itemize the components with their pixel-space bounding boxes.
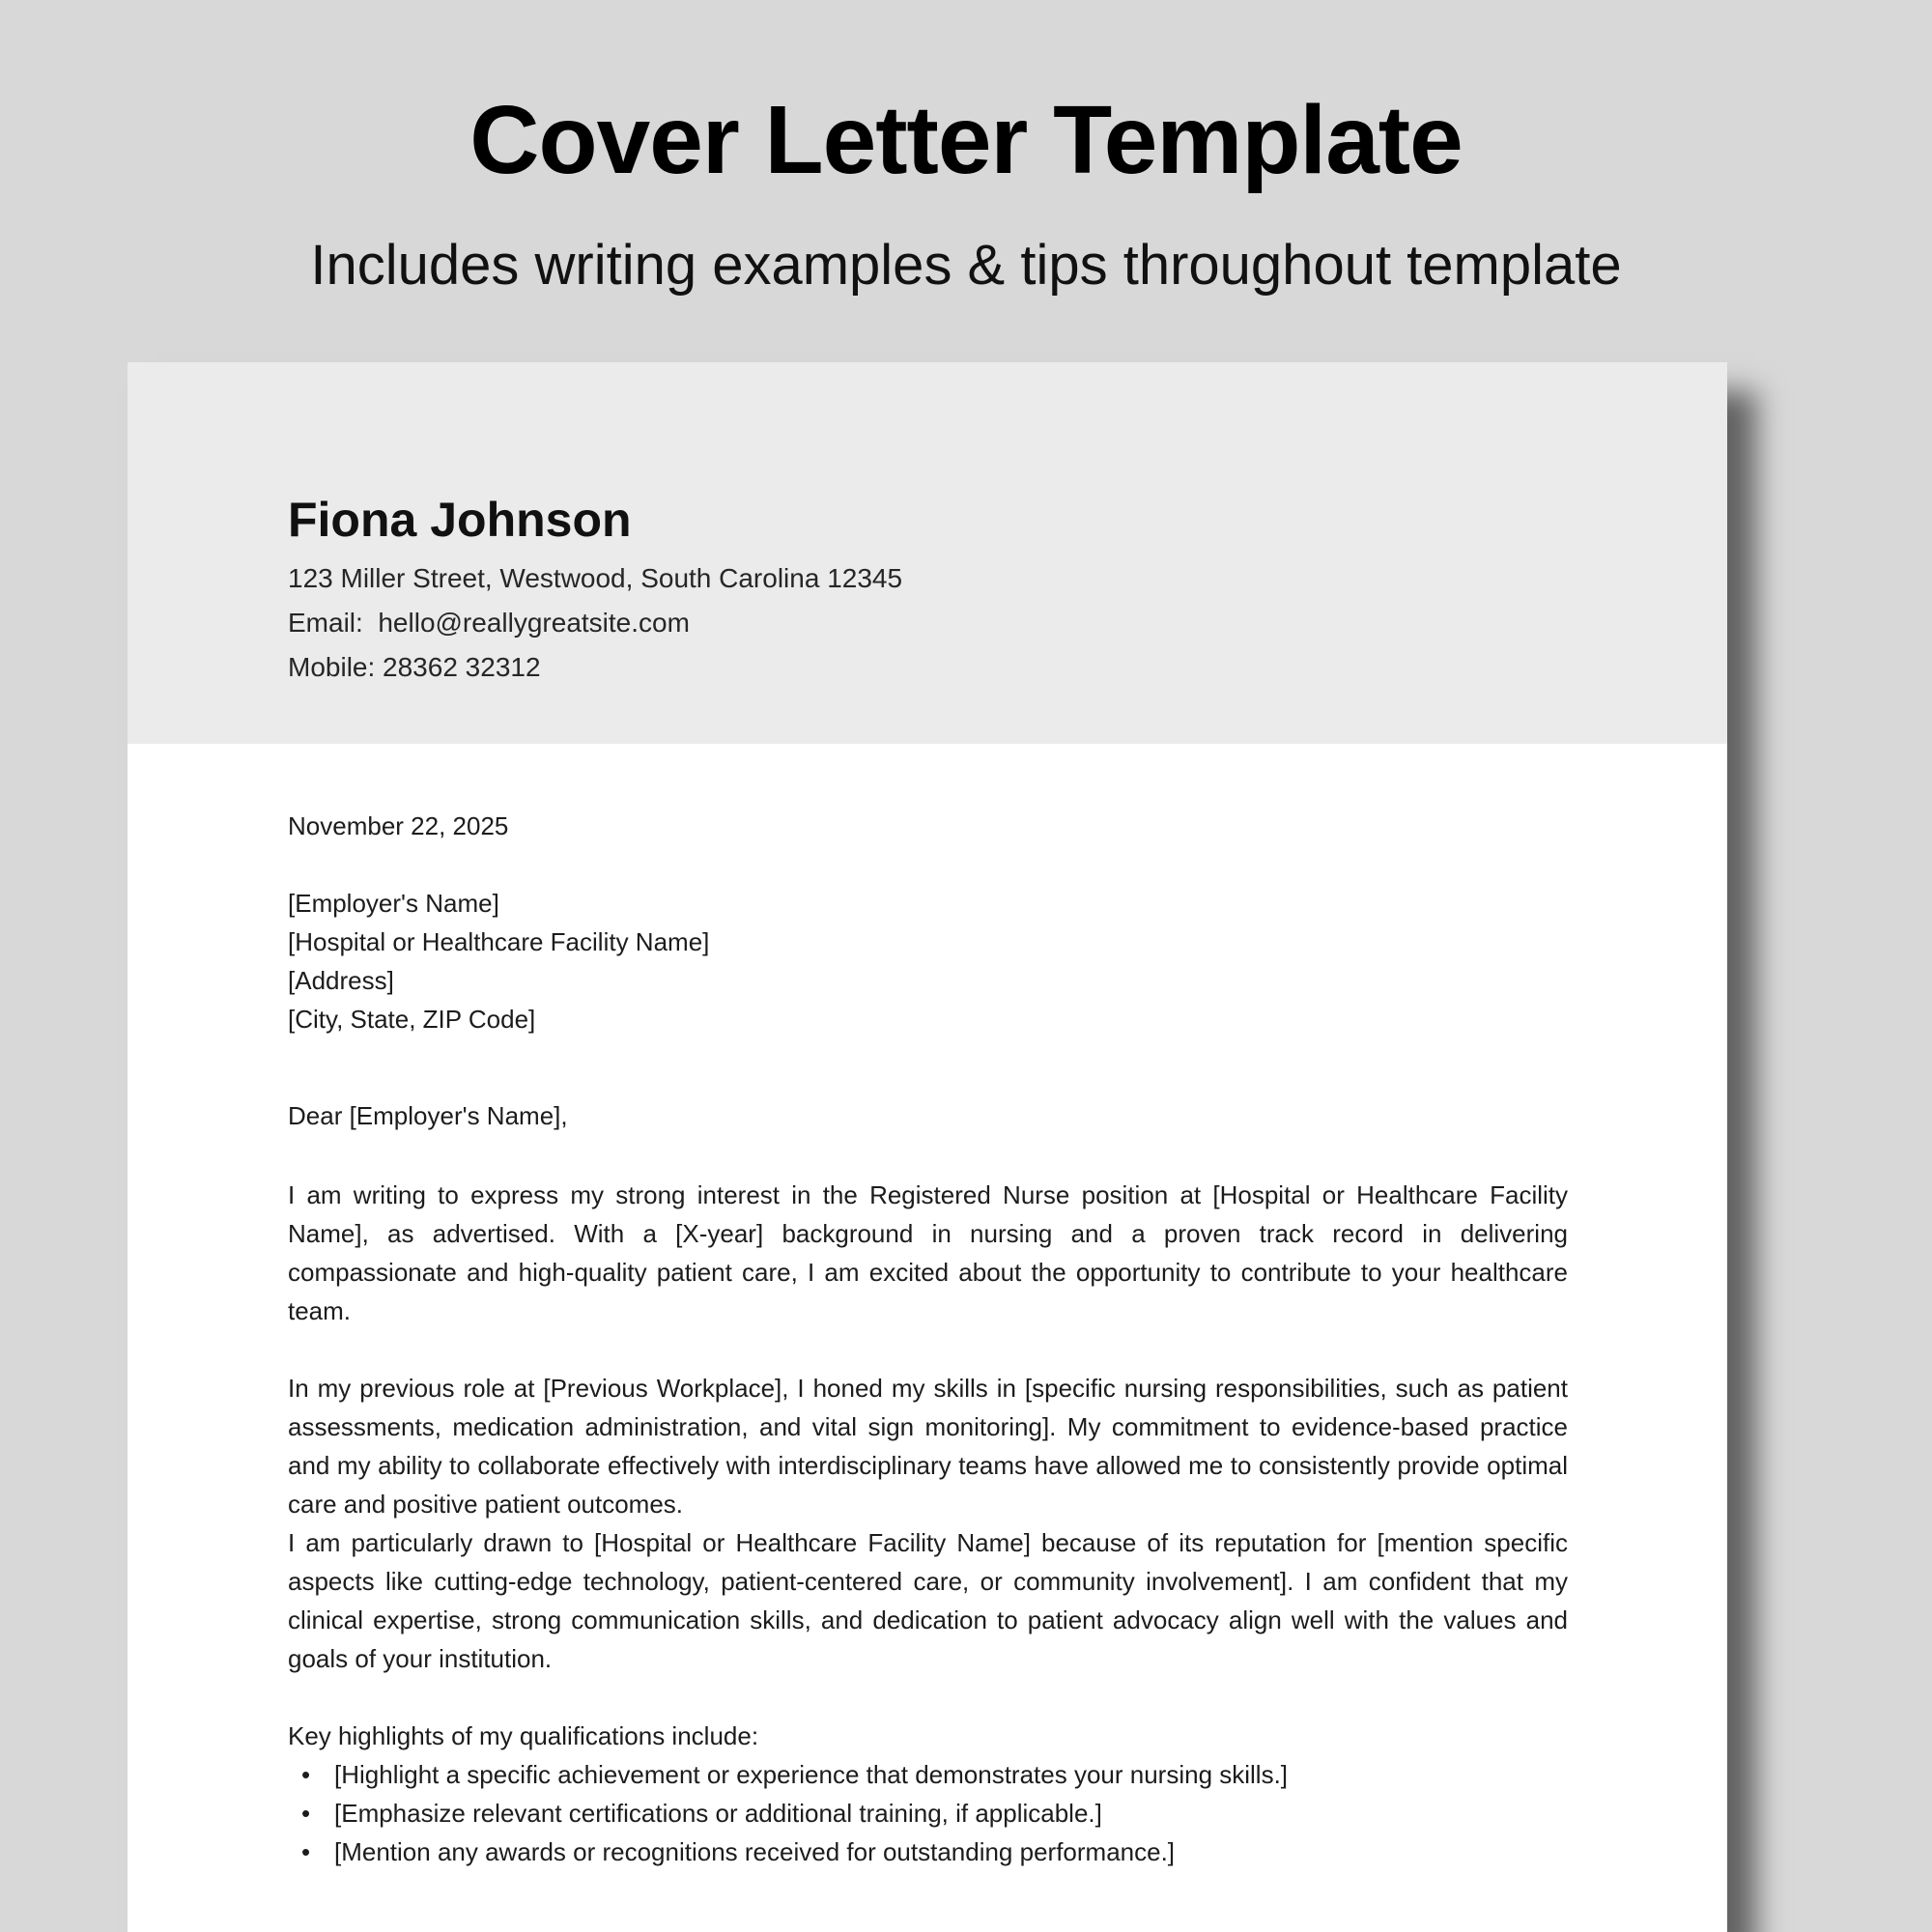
letter-body xyxy=(288,807,1568,1871)
list-item-text: [Emphasize relevant certifications or additional training, if applicable.] xyxy=(334,1799,1102,1828)
recipient-line: [Address] xyxy=(288,966,394,995)
list-item xyxy=(288,1833,1568,1871)
sender-email: Email: hello@reallygreatsite.com xyxy=(288,608,690,638)
list-item-text: [Mention any awards or recognitions received for outstanding performance.] xyxy=(334,1837,1176,1866)
salutation: Dear [Employer's Name], xyxy=(288,1101,568,1130)
letter-header xyxy=(128,362,1727,744)
bullet-icon: • xyxy=(301,1760,311,1789)
sender-name: Fiona Johnson xyxy=(288,493,632,547)
recipient-line: [Hospital or Healthcare Facility Name] xyxy=(288,927,710,956)
template-subtitle: Includes writing examples & tips throughout template xyxy=(310,234,1622,297)
sender-mobile: Mobile: 28362 32312 xyxy=(288,652,541,682)
highlights-list xyxy=(288,1755,1568,1871)
recipient-line: [Employer's Name] xyxy=(288,889,499,918)
bullet-icon: • xyxy=(301,1837,311,1866)
list-item-text: [Highlight a specific achievement or experience that demonstrates your nursing skills.] xyxy=(334,1760,1289,1789)
template-title: Cover Letter Template xyxy=(469,86,1463,194)
letter-page xyxy=(128,362,1727,1932)
sender-address: 123 Miller Street, Westwood, South Carolina 12345 xyxy=(288,563,903,593)
letter-date: November 22, 2025 xyxy=(288,811,509,840)
list-item xyxy=(288,1755,1568,1794)
highlights-intro: Key highlights of my qualifications include: xyxy=(288,1721,759,1750)
recipient-block xyxy=(288,884,1568,1038)
body-paragraph-1: I am writing to express my strong interest in the Registered Nurse position at [Hospital or Healthcare Facility Name], as advertised. With a [X-year] background in nursing and a proven track record in delivering compassionate and high-quality patient care, I am excited about the opportunity to contribute to your healthcare team. xyxy=(288,1180,1568,1325)
recipient-line: [City, State, ZIP Code] xyxy=(288,1005,536,1034)
bullet-icon: • xyxy=(301,1799,311,1828)
body-paragraph-3: I am particularly drawn to [Hospital or Healthcare Facility Name] because of its reputation for [mention specific aspects like cutting-edge technology, patient-centered care, or community involvement]. I am confident that my clinical expertise, strong communication skills, and dedication to patient advocacy align well with the values and goals of your institution. xyxy=(288,1528,1568,1673)
list-item xyxy=(288,1794,1568,1833)
body-paragraph-2: In my previous role at [Previous Workplace], I honed my skills in [specific nursing responsibilities, such as patient assessments, medication administration, and vital sign monitoring]. My commitment to evidence-based practice and my ability to collaborate effectively with interdisciplinary teams have allowed me to consistently provide optimal care and positive patient outcomes. xyxy=(288,1374,1568,1519)
